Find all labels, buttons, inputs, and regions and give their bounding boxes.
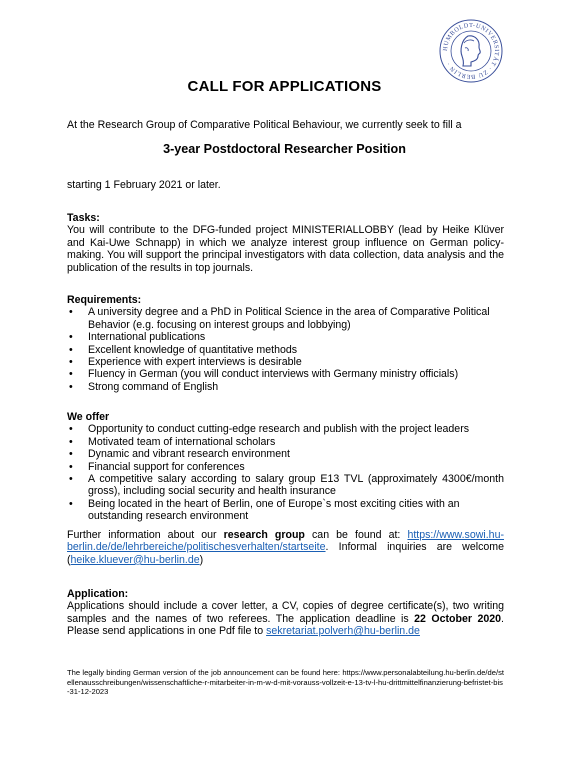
further-info-paragraph: Further information about our research group can be found at: https://www.sowi.hu-berlin.de/de/lehrbereiche/politischesverhalten/startseite. Informal inquiries are welcome (heike.kluever@hu-berlin.de) <box>67 529 504 566</box>
bullet-icon: • <box>69 423 73 436</box>
offer-section <box>67 411 504 523</box>
bullet-icon: • <box>69 356 73 369</box>
list-item: • A university degree and a PhD in Political Science in the area of Comparative Political Behavior (e.g. focusing on interest groups and lobbying) <box>69 306 490 331</box>
requirements-heading: Requirements: <box>67 294 142 306</box>
list-item: • International publications <box>69 331 206 344</box>
bullet-icon: • <box>69 473 73 486</box>
bullet-icon: • <box>69 435 73 448</box>
bullet-icon: • <box>69 331 73 344</box>
tasks-heading: Tasks: <box>67 212 100 224</box>
offer-heading: We offer <box>67 411 110 423</box>
list-item: • Financial support for conferences <box>69 460 245 473</box>
requirements-section <box>67 294 504 393</box>
inquiry-email-link[interactable]: heike.kluever@hu-berlin.de <box>70 553 200 566</box>
research-group-link[interactable]: https://www.sowi.hu-berlin.de/de/lehrbereiche/politischesverhalten/startseite <box>67 529 504 554</box>
bullet-icon: • <box>69 343 73 356</box>
start-date-text: starting 1 February 2021 or later. <box>67 179 221 191</box>
deadline-date: 22 October 2020 <box>414 612 502 625</box>
bullet-icon: • <box>69 380 73 393</box>
application-section: Application: Applications should include a cover letter, a CV, copies of degree certificate(s), two writing samples and the names of two referees. The application deadline is 22 October 2020. Please send applications in one Pdf file to sekretariat.polverh@hu-berlin.de <box>67 588 504 638</box>
intro-text: At the Research Group of Comparative Political Behaviour, we currently seek to fill a <box>67 119 462 131</box>
list-item: • Strong command of English <box>69 380 219 393</box>
university-seal-logo <box>438 18 504 84</box>
research-group-bold: research group <box>223 529 305 541</box>
legal-footer-text: The legally binding German version of the job announcement can be found here: https://www.personalabteilung.hu-berlin.de/de/stellenausschreibungen/wissenschaftliche-r-mitarbeiter-in-m-w-d-mit-vorauss-vollzeit-e-13-tv-l-hu-drittmittelfinanzierung-befristet-bis-31-12-2023 <box>67 668 504 697</box>
tasks-text: You will contribute to the DFG-funded project MINISTERIALLOBBY (lead by Heike Klüver and Kai-Uwe Schnapp) in which we analyze interest group influence on German policy-making. You will support the principal investigators with data collection, data analysis and the publication of the results in top journals. <box>67 224 504 274</box>
bullet-icon: • <box>69 368 73 381</box>
list-item: • Being located in the heart of Berlin, one of Europe`s most exciting cities with an outstanding research environment <box>69 497 460 523</box>
list-item: • Opportunity to conduct cutting-edge research and publish with the project leaders <box>69 423 470 436</box>
position-title: 3-year Postdoctoral Researcher Position <box>163 142 406 156</box>
requirements-list <box>67 306 504 393</box>
tasks-section <box>67 212 504 274</box>
page-title: CALL FOR APPLICATIONS <box>187 78 382 95</box>
list-item: • Fluency in German (you will conduct interviews with Germany ministry officials) <box>69 368 459 381</box>
bullet-icon: • <box>69 306 73 319</box>
list-item: • Excellent knowledge of quantitative methods <box>69 343 298 356</box>
list-item: • Experience with expert interviews is desirable <box>69 356 302 369</box>
list-item: • Motivated team of international scholars <box>69 435 276 448</box>
list-item: • Dynamic and vibrant research environment <box>69 448 290 461</box>
bullet-icon: • <box>69 497 73 510</box>
bullet-icon: • <box>69 448 73 461</box>
application-email-link[interactable]: sekretariat.polverh@hu-berlin.de <box>266 625 420 638</box>
list-item: • A competitive salary according to salary group E13 TVL (approximately 4300€/month gross), including social security and health insurance <box>69 473 504 498</box>
application-heading: Application: <box>67 588 129 600</box>
bullet-icon: • <box>69 460 73 473</box>
svg-text:HUMBOLDT-UNIVERSITÄT · ZU BERL: HUMBOLDT-UNIVERSITÄT · ZU BERLIN · <box>441 21 501 81</box>
offer-list <box>67 423 504 522</box>
